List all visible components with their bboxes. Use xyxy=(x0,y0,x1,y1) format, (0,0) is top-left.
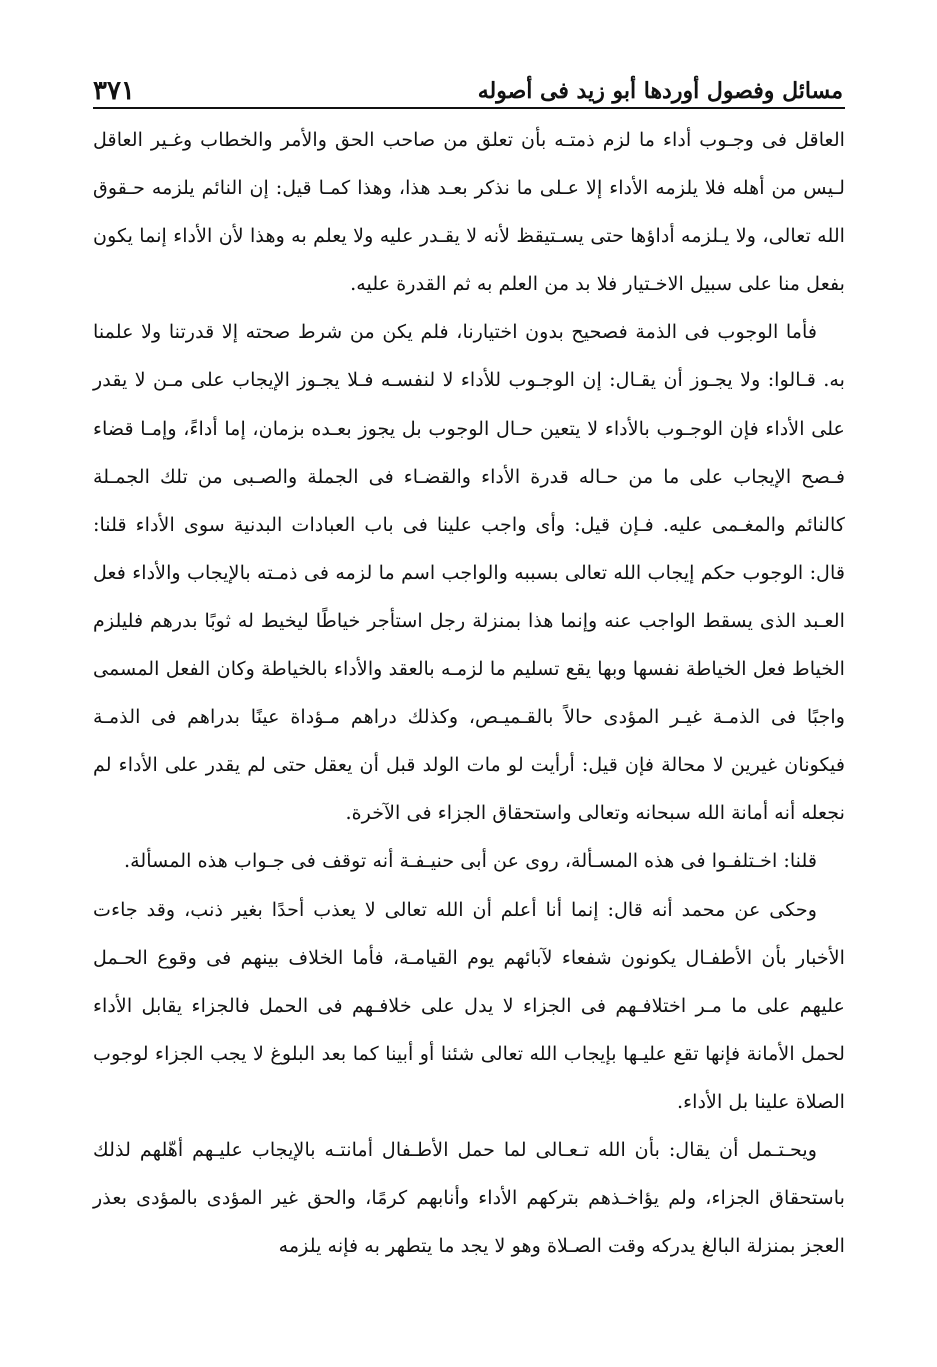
page-number: ٣٧١ xyxy=(93,76,135,106)
header-rule xyxy=(93,107,845,109)
paragraph-2: فأما الوجوب فى الذمة فصحيح بدون اختيارنا، فلم يكن من شرط صحته إلا قدرتنا ولا علمنا به. قـالوا: ولا يجـوز أن يقـال: إن الوجـوب للأداء لا لنفسـه فـلا يجـوز الإيجاب على مـن لا يقدر على الأداء فإن الوجـوب بالأداء لا يتعين حـال الوجوب بل يجوز بعـده بزمان، إما أداءً، وإمـا قضاء فـصح الإيجاب على ما من حـاله قدرة الأداء والقضـاء فى الجملة والصـبى من تلك الجمـلة كالنائم والمغـمى عليه. فـإن قيل: وأى واجب علينا فى باب العبادات البدنية سوى الأداء قلنا: قال: الوجوب حكم إيجاب الله تعالى بسببه والواجب اسم ما لزمه فى ذمـته بالإيجاب والأداء فعل العـبد الذى يسقط الواجب عنه وإنما هذا بمنزلة رجل استأجر خياطًا ليخيط له ثوبًا بدرهم فليلزم الخياط فعل الخياطة نفسها وبها يقع تسليم ما لزمـه بالعقد والأداء بالخياطة وكان الفعل المسمى واجبًا فى الذمـة غيـر المؤدى حالاً بالقـميـص، وكذلك دراهم مـؤداة عينًا بدراهم فى الذمـة فيكونان غيرين لا محالة فإن قيل: أرأيت لو مات الولد قبل أن يعقل حتى لم يقدر على الأداء لم نجعله أنه أمانة الله سبحانه وتعالى واستحقاق الجزاء فى الآخرة. xyxy=(93,320,845,825)
running-header xyxy=(93,60,843,106)
paragraph-4: وحكى عن محمد أنه قال: إنما أنا أعلم أن الله تعالى لا يعذب أحدًا بغير ذنب، وقد جاءت الأخبار بأن الأطفـال يكونون شفعاء لآبائهم يوم القيامـة، فأما الخلاف بينهم فى وقوع الحـمل عليهم على ما مـر اختلافـهم فى الجزاء لا يدل على خلافـهم فى الحمل فالجزاء يقابل الأداء لحمل الأمانة فإنها تقع عليـها بإيجاب الله تعالى شئنا أو أبينا كما بعد البلوغ لا يجب الجزاء لوجوب الصلاة علينا بل الأداء. xyxy=(93,897,845,1113)
body-text xyxy=(93,116,845,1270)
paragraph-3: قلنا: اخـتلفـوا فى هذه المسـألة، روى عن أبى حنيـفـة أنه توقف فى جـواب هذه المسألة. xyxy=(124,849,817,873)
paragraph-5: ويحـتـمل أن يقال: بأن الله تـعـالى لما حمل الأطـفال أمانتـه بالإيجاب عليـهم أهّلهم لذلك باستحقاق الجزاء، ولم يؤاخـذهم بتركهم الأداء وأنابهم كرمًا، والحق غير المؤدى بالمؤدى بعذر العجز بمنزلة البالغ يدركه وقت الصـلاة وهو لا يجد ما يتطهر به فإنه يلزمه xyxy=(93,1137,845,1258)
paragraph-1: العاقل فى وجـوب أداء ما لزم ذمتـه بأن تعلق من صاحب الحق والأمر والخطاب وغـير العاقل لـيس من أهله فلا يلزمه الأداء إلا عـلى ما نذكر بعـد هذا، وهذا كمـا قيل: إن النائم يلزمه حـقوق الله تعالى، ولا يـلزمه أداؤها حتى يسـتيقظ لأنه لا يقـدر عليه ولا يعلم به وهذا لأن الأداء إنما يكون بفعل منا على سبيل الاخـتيار فلا بد من العلم به ثم القدرة عليه. xyxy=(93,128,845,296)
header-title: مسائل وفصول أوردها أبو زيد فى أصوله xyxy=(477,78,843,104)
